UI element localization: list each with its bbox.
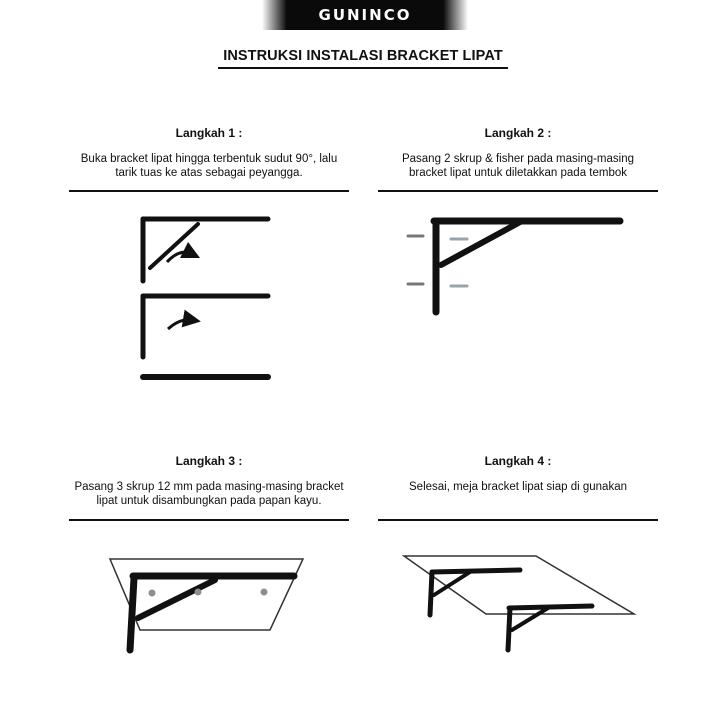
- step-1-heading: Langkah 1 :: [175, 126, 243, 140]
- step-2-description-line-1: Pasang 2 skrup & fisher pada masing-masing: [401, 153, 635, 165]
- rotate-arrow-icon: [168, 320, 192, 329]
- bracket-folded-open-icon: [143, 219, 268, 281]
- step-2-description-line-2: bracket lipat untuk diletakkan pada tembok: [409, 167, 627, 179]
- bracket-brace: [441, 221, 522, 265]
- step-1-description-line-1: Buka bracket lipat hingga terbentuk sudut 90°, lalu: [80, 153, 338, 165]
- step-3-illustration: [110, 559, 303, 650]
- step-4-illustration: [404, 556, 634, 650]
- wall-screw-icon: [408, 236, 423, 284]
- step-3-description-line-1: Pasang 3 skrup 12 mm pada masing-masing bracket: [74, 481, 344, 493]
- wall-fisher-icon: [451, 239, 467, 286]
- step-4-description-line-1: Selesai, meja bracket lipat siap di gunakan: [409, 481, 627, 493]
- step-1-illustration: [143, 219, 268, 377]
- step-2-illustration: [408, 221, 620, 312]
- brand-logo-text: GUNINCO: [318, 6, 412, 24]
- step-4-heading: Langkah 4 :: [484, 454, 552, 468]
- step-1-description-line-2: tarik tuas ke atas sebagai peyangga.: [115, 167, 303, 179]
- step-2-heading: Langkah 2 :: [484, 126, 552, 140]
- lift-arrow-icon: [167, 252, 192, 262]
- page-title: INSTRUKSI INSTALASI BRACKET LIPAT: [218, 48, 508, 69]
- step-3-description-line-2: lipat untuk disambungkan pada papan kayu.: [96, 495, 322, 507]
- step-3-heading: Langkah 3 :: [175, 454, 243, 468]
- bracket-half-open-icon: [143, 296, 268, 357]
